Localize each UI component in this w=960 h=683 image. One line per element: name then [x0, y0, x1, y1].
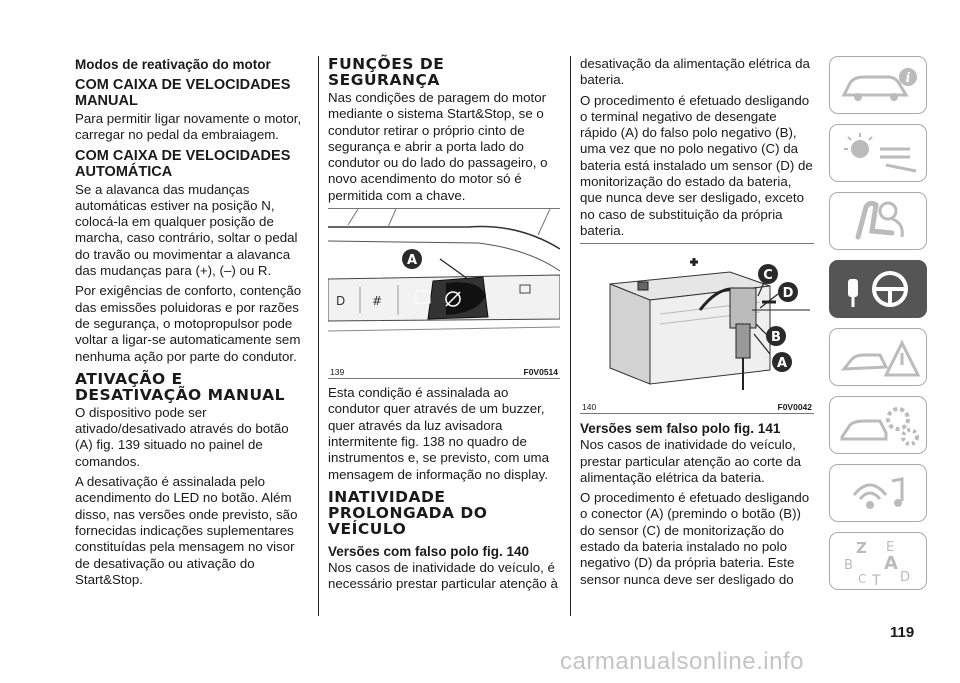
index-letter: E [886, 540, 895, 555]
index-letter: D [900, 570, 911, 585]
figure-label-c: C [763, 268, 773, 284]
tab-index[interactable] [829, 532, 927, 590]
column-1 [75, 56, 307, 592]
paragraph: Nos casos de inatividade do veículo, é necessário prestar particular atenção à [328, 559, 558, 592]
index-letter: A [884, 553, 898, 574]
heading-false-pole-versions: Versões com falso polo fig. 140 [328, 543, 530, 559]
dashboard-lights-icon [830, 125, 926, 181]
tab-seat-airbag[interactable] [829, 192, 927, 250]
seat-airbag-icon [830, 193, 926, 249]
heading-manual-gearbox: COM CAIXA DE VELOCIDADES MANUAL [75, 77, 291, 109]
paragraph: desativação da alimentação elétrica da bateria. [580, 56, 810, 88]
figure-caption [580, 401, 814, 413]
heading-no-false-pole-versions: Versões sem falso polo fig. 141 [580, 421, 781, 437]
paragraph: O dispositivo pode ser ativado/desativado através do botão (A) fig. 139 situado no painel de comandos. [75, 404, 289, 469]
steering-key-icon [830, 261, 926, 317]
column-2 [328, 56, 560, 596]
index-letter: C [858, 572, 867, 586]
column-3 [580, 56, 814, 592]
tab-car-info[interactable] [829, 56, 927, 114]
tab-steering-key[interactable] [829, 260, 927, 318]
figure-label-a: A [776, 356, 788, 372]
heading-prolonged-inactivity: INATIVIDADE PROLONGADA DO VEÍCULO [328, 487, 488, 538]
figure-139 [328, 208, 560, 379]
svg-text:i: i [905, 71, 911, 86]
figure-label-d: D [782, 286, 794, 302]
index-letter: T [872, 573, 881, 589]
figure-label-b: B [771, 330, 781, 346]
index-letter: B [844, 558, 853, 573]
paragraph: Por exigências de conforto, contenção das emissões poluidoras e por razões de segurança, o motopropulsor pode voltar a ligar-se automaticamente sem nenhuma ação por parte do condutor. [75, 283, 302, 364]
column-divider [318, 56, 319, 616]
index-letter: Z [856, 539, 867, 557]
maintenance-gears-icon [830, 397, 926, 453]
figure-label-a: A [406, 253, 418, 269]
paragraph: Se a alavanca das mudanças automáticas estiver na posição N, colocá-la em qualquer posição de marcha, caso contrário, soltar o pedal do travão ou movimentar a alavanca das mudanças para (+), (–) ou R. [75, 181, 298, 279]
svg-text:D: D [336, 294, 346, 309]
watermark: carmanualsonline.info [560, 648, 804, 675]
heading-manual-activation: ATIVAÇÃO E DESATIVAÇÃO MANUAL [75, 369, 286, 404]
paragraph: Nos casos de inatividade do veículo, prestar particular atenção ao corte da alimentação elétrica da bateria. [580, 437, 802, 485]
figure-caption [328, 366, 560, 378]
heading-restart-modes: Modos de reativação do motor [75, 57, 271, 72]
paragraph: Esta condição é assinalada ao condutor quer através de um buzzer, quer através da luz avisadora intermitente fig. 138 no quadro de instrumentos e, se previsto, com uma mensagem de informação no display. [328, 385, 549, 482]
heading-safety-functions: FUNÇÕES DE SEGURANÇA [328, 55, 445, 89]
warning-crash-icon [830, 329, 926, 385]
paragraph: Nas condições de paragem do motor mediante o sistema Start&Stop, se o condutor retirar o próprio cinto de segurança e abrir a porta lado do condutor ou do lado do passageiro, o novo acendimento do motor só é permitida com a chave. [328, 90, 548, 203]
paragraph: O procedimento é efetuado desligando o conector (A) (premindo o botão (B)) do sensor (C) de monitorização do estado da bateria instalado no polo negativo (D) da própria bateria. Este sensor nunca deve ser desligado do [580, 490, 810, 587]
car-info-icon [830, 57, 926, 113]
figure-140 [580, 243, 814, 414]
chapter-tabs [829, 56, 927, 600]
multimedia-icon [830, 465, 926, 521]
paragraph: O procedimento é efetuado desligando o terminal negativo de desengate rápido (A) do falso polo negativo (B), uma vez que no polo negativo (C) da bateria está instalado um sensor (D) de monitorização do estado da bateria, que nunca deve ser desligado, exceto no caso de substituição da própria bateria. [580, 92, 813, 238]
page-number: 119 [890, 624, 915, 641]
svg-text:#: # [372, 294, 383, 309]
heading-automatic-gearbox: COM CAIXA DE VELOCIDADES AUTOMÁTICA [75, 147, 291, 180]
index-letters-icon [830, 533, 926, 589]
battery-illustration [580, 244, 814, 396]
paragraph: Para permitir ligar novamente o motor, carregar no pedal da embraiagem. [75, 111, 302, 143]
column-divider [570, 56, 571, 616]
tab-multimedia[interactable] [829, 464, 927, 522]
figure-code: F0V0042 [777, 402, 812, 413]
paragraph: A desativação é assinalada pelo acendimento do LED no botão. Além disso, nas versões onde previsto, são fornecidas indicações suplementares constituídas pela mensagem no visor de desativação ou ativação do Start&Stop. [75, 474, 298, 587]
tab-warning-crash[interactable] [829, 328, 927, 386]
figure-number: 139 [330, 367, 345, 378]
tab-dashboard-lights[interactable] [829, 124, 927, 182]
tab-maintenance[interactable] [829, 396, 927, 454]
dashboard-button-illustration [328, 209, 560, 361]
figure-number: 140 [582, 402, 597, 413]
figure-code: F0V0514 [523, 367, 558, 378]
